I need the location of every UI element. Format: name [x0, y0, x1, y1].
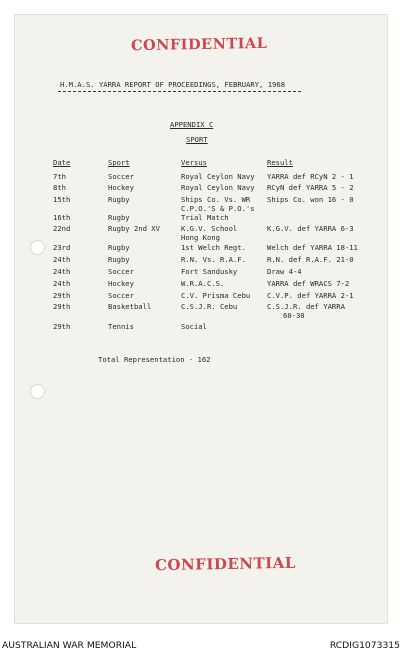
- table-row-continuation: [53, 233, 373, 243]
- appendix-heading: APPENDIX C: [170, 120, 214, 129]
- report-title: H.M.A.S. YARRA REPORT OF PROCEEDINGS, FEBRUARY, 1968: [60, 80, 286, 89]
- cell-versus: C.S.J.R. Cebu: [181, 302, 238, 311]
- cell-date: 15th: [53, 195, 71, 204]
- table-row: [53, 255, 373, 265]
- total-representation: Total Representation - 162: [98, 355, 211, 364]
- footer-record-id: RCDIG1073315: [329, 640, 400, 651]
- cell-versus: 1st Welch Regt.: [181, 243, 246, 252]
- header-result: Result: [267, 158, 293, 167]
- cell-date: 29th: [53, 302, 71, 311]
- cell-date: 8th: [53, 183, 66, 192]
- cell-versus: C.V. Prisma Cebu: [181, 291, 251, 300]
- cell-date: 22nd: [53, 224, 71, 233]
- cell-versus: Trial Match: [181, 213, 229, 222]
- table-row: [53, 172, 373, 182]
- header-sport: Sport: [108, 158, 130, 167]
- cell-date: 29th: [53, 291, 71, 300]
- cell-sport: Hockey: [108, 183, 134, 192]
- cell-date: 24th: [53, 255, 71, 264]
- archive-footer: [0, 636, 404, 654]
- section-heading: SPORT: [186, 135, 208, 144]
- cell-versus: Royal Ceylon Navy: [181, 183, 255, 192]
- cell-result: Welch def YARRA 18-11: [267, 243, 358, 252]
- table-row: [53, 243, 373, 253]
- punch-hole-bottom: [30, 384, 45, 399]
- cell-versus: K.G.V. School: [181, 224, 238, 233]
- cell-sport: Soccer: [108, 267, 134, 276]
- cell-date: 24th: [53, 267, 71, 276]
- cell-result: C.S.J.R. def YARRA: [267, 302, 345, 311]
- cell-sport: Rugby 2nd XV: [108, 224, 160, 233]
- confidential-stamp-bottom: CONFIDENTIAL: [154, 553, 297, 575]
- table-row: [53, 279, 373, 289]
- cell-sport: Rugby: [108, 195, 130, 204]
- cell-versus-line2: Hong Kong: [181, 233, 220, 242]
- cell-versus-line2: C.P.O.'S & P.O.'s: [181, 204, 255, 213]
- header-date: Date: [53, 158, 71, 167]
- cell-result: RCyN def YARRA 5 - 2: [267, 183, 354, 192]
- cell-sport: Basketball: [108, 302, 152, 311]
- punch-hole-top: [30, 240, 45, 255]
- cell-versus: W.R.A.C.S.: [181, 279, 225, 288]
- cell-sport: Tennis: [108, 322, 134, 331]
- table-row: [53, 213, 373, 223]
- cell-date: 23rd: [53, 243, 71, 252]
- cell-versus: Fort Sandusky: [181, 267, 238, 276]
- cell-sport: Soccer: [108, 172, 134, 181]
- cell-sport: Rugby: [108, 213, 130, 222]
- cell-versus: Royal Ceylon Navy: [181, 172, 255, 181]
- cell-result: Ships Co. won 16 - 0: [267, 195, 354, 204]
- table-row: [53, 322, 373, 332]
- cell-versus: Ships Co. Vs. WR: [181, 195, 251, 204]
- footer-institution: AUSTRALIAN WAR MEMORIAL: [2, 640, 137, 651]
- table-row-continuation: [53, 311, 373, 321]
- cell-result: R.N. def R.A.F. 21-0: [267, 255, 354, 264]
- table-row: [53, 267, 373, 277]
- cell-result: Draw 4-4: [267, 267, 302, 276]
- cell-sport: Soccer: [108, 291, 134, 300]
- table-header: [53, 158, 373, 168]
- cell-versus: R.N. Vs. R.A.F.: [181, 255, 246, 264]
- table-row: [53, 291, 373, 301]
- confidential-stamp-top: CONFIDENTIAL: [130, 34, 268, 55]
- cell-date: 24th: [53, 279, 71, 288]
- cell-result: K.G.V. def YARRA 6-3: [267, 224, 354, 233]
- cell-sport: Rugby: [108, 243, 130, 252]
- cell-date: 16th: [53, 213, 71, 222]
- cell-result-line2: 60-30: [283, 311, 305, 320]
- cell-date: 7th: [53, 172, 66, 181]
- cell-result: C.V.P. def YARRA 2-1: [267, 291, 354, 300]
- cell-date: 29th: [53, 322, 71, 331]
- cell-sport: Rugby: [108, 255, 130, 264]
- header-versus: Versus: [181, 158, 207, 167]
- cell-result: YARRA def RCyN 2 - 1: [267, 172, 354, 181]
- cell-result: YARRA def WRACS 7-2: [267, 279, 350, 288]
- cell-versus: Social: [181, 322, 207, 331]
- cell-sport: Hockey: [108, 279, 134, 288]
- title-underline: [58, 91, 301, 92]
- table-row: [53, 183, 373, 193]
